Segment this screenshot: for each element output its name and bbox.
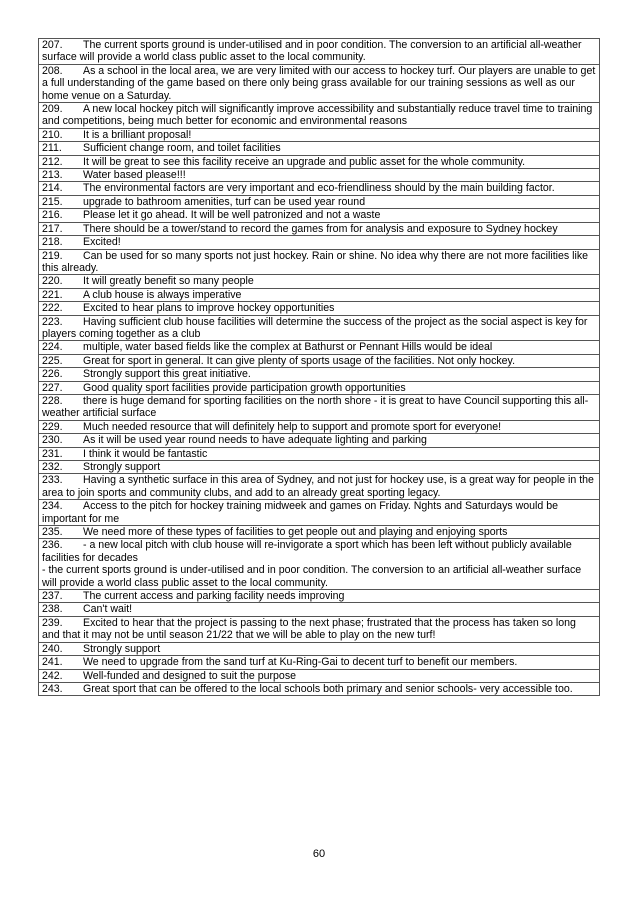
comment-number: 232. <box>42 461 63 473</box>
comment-text: A new local hockey pitch will significantly improve accessibility and substantially reduce travel time to training and competitions, being much better for economic and environmental reasons <box>42 103 593 128</box>
comment-number: 225. <box>42 354 63 367</box>
comment-text: Well-funded and designed to suit the purpose <box>83 669 297 682</box>
comment-number: 223. <box>42 315 63 328</box>
comment-text: Please let it go ahead. It will be well patronized and not a waste <box>83 209 381 222</box>
comment-cell <box>39 590 600 603</box>
comment-number: 228. <box>42 394 63 407</box>
comment-cell <box>39 500 600 526</box>
comment-text: As a school in the local area, we are very limited with our access to hockey turf. Our players are unable to get a full understanding of the game based on there only being grass available for our training sessions as well as our home venue on a Saturday. <box>42 64 596 102</box>
comment-cell <box>39 103 600 129</box>
comment-row <box>39 682 600 695</box>
comment-text: As it will be used year round needs to have adequate lighting and parking <box>83 434 427 447</box>
comment-row <box>39 315 600 341</box>
comment-row <box>39 368 600 381</box>
comment-number: 226. <box>42 368 63 381</box>
comment-text: A club house is always imperative <box>83 288 242 301</box>
comment-number: 210. <box>42 128 63 141</box>
comment-cell <box>39 249 600 275</box>
comment-cell <box>39 341 600 354</box>
comment-text: Can be used for so many sports not just hockey. Rain or shine. No idea why there are not more facilities like this already. <box>42 249 589 274</box>
comment-cell <box>39 526 600 539</box>
comment-row <box>39 656 600 669</box>
comment-number: 243. <box>42 682 63 695</box>
comment-number: 211. <box>42 142 62 155</box>
comment-text: Great sport that can be offered to the local schools both primary and senior schools- very accessible too. <box>83 682 573 695</box>
comment-number: 231. <box>42 447 63 460</box>
comment-text: multiple, water based fields like the complex at Bathurst or Pennant Hills would be ideal <box>83 341 493 354</box>
comment-row <box>39 195 600 208</box>
comment-cell <box>39 461 600 474</box>
comment-cell <box>39 434 600 447</box>
comment-text: Good quality sport facilities provide participation growth opportunities <box>83 381 406 394</box>
comment-cell <box>39 603 600 616</box>
comment-number: 239. <box>42 616 63 629</box>
comment-row <box>39 603 600 616</box>
comment-number: 224. <box>42 341 63 354</box>
comment-cell <box>39 616 600 642</box>
comment-text: The current sports ground is under-utilised and in poor condition. The conversion to an artificial all-weather surface will provide a world class public asset to the local community. <box>42 39 582 64</box>
comment-number: 212. <box>42 155 63 168</box>
comment-cell <box>39 420 600 433</box>
comment-text: Excited to hear that the project is passing to the next phase; frustrated that the process has taken so long and that it may not be until season 21/22 that we will be able to play on the new turf! <box>42 616 576 642</box>
comment-number: 214. <box>42 182 63 195</box>
comment-row <box>39 222 600 235</box>
comment-row <box>39 288 600 301</box>
comment-cell <box>39 381 600 394</box>
comment-text: It will greatly benefit so many people <box>83 275 254 288</box>
comment-text: We need more of these types of facilities to get people out and playing and enjoying sports <box>83 526 508 539</box>
comments-table <box>38 38 600 696</box>
comment-text: Sufficient change room, and toilet facilities <box>83 142 281 155</box>
comments-table-body <box>39 39 600 696</box>
comment-cell <box>39 209 600 222</box>
comment-number: 230. <box>42 434 63 447</box>
comment-row <box>39 128 600 141</box>
comment-row <box>39 474 600 500</box>
comment-row <box>39 590 600 603</box>
comment-text: I think it would be fantastic <box>83 447 208 460</box>
comment-row <box>39 275 600 288</box>
comment-row <box>39 39 600 65</box>
comment-row <box>39 394 600 420</box>
comment-text: - a new local pitch with club house will re-invigorate a sport which has been left without publicly available facilities for decades - the current sports ground is under-utilised and in poor condition. The conversion to an artificial all-weather surface will provide a world class public asset to the local community. <box>42 539 582 589</box>
comment-cell <box>39 142 600 155</box>
comment-number: 219. <box>42 249 63 262</box>
comment-number: 213. <box>42 169 63 182</box>
comment-text: Strongly support <box>83 461 161 473</box>
comment-text: Access to the pitch for hockey training midweek and games on Friday. Nghts and Saturdays would be important for me <box>42 500 559 525</box>
comment-number: 216. <box>42 209 63 222</box>
comment-text: Water based please!!! <box>83 169 186 182</box>
comment-cell <box>39 394 600 420</box>
comment-text: It is a brilliant proposal! <box>83 128 192 141</box>
comment-row <box>39 142 600 155</box>
comment-cell <box>39 222 600 235</box>
comment-row <box>39 341 600 354</box>
comment-row <box>39 434 600 447</box>
comment-number: 235. <box>42 526 63 539</box>
comment-text: It will be great to see this facility receive an upgrade and public asset for the whole community. <box>83 155 526 168</box>
comment-cell <box>39 195 600 208</box>
comment-text: The current access and parking facility needs improving <box>83 590 345 603</box>
comment-cell <box>39 656 600 669</box>
comment-cell <box>39 39 600 65</box>
comment-row <box>39 169 600 182</box>
comment-row <box>39 616 600 642</box>
comment-number: 215. <box>42 195 63 208</box>
comment-row <box>39 420 600 433</box>
comment-row <box>39 539 600 590</box>
comment-cell <box>39 169 600 182</box>
comment-row <box>39 354 600 367</box>
comment-number: 237. <box>42 590 63 603</box>
comment-row <box>39 461 600 474</box>
comment-number: 218. <box>42 236 63 249</box>
comment-row <box>39 302 600 315</box>
comment-row <box>39 155 600 168</box>
comment-number: 238. <box>42 603 63 616</box>
comment-cell <box>39 474 600 500</box>
comment-cell <box>39 275 600 288</box>
comment-number: 221. <box>42 288 63 301</box>
comment-cell <box>39 539 600 590</box>
comment-cell <box>39 236 600 249</box>
comment-row <box>39 249 600 275</box>
comment-row <box>39 669 600 682</box>
comment-text: There should be a tower/stand to record the games from for analysis and exposure to Sydney hockey <box>83 222 558 235</box>
comment-cell <box>39 315 600 341</box>
comment-text: The environmental factors are very important and eco-friendliness should by the main building factor. <box>83 182 555 195</box>
comment-row <box>39 642 600 655</box>
comment-number: 233. <box>42 474 63 487</box>
comment-cell <box>39 669 600 682</box>
comment-number: 207. <box>42 39 63 51</box>
comment-number: 236. <box>42 539 63 552</box>
comment-row <box>39 447 600 460</box>
comment-number: 242. <box>42 669 63 682</box>
comment-cell <box>39 302 600 315</box>
comment-number: 208. <box>42 64 63 77</box>
comment-number: 241. <box>42 656 63 669</box>
comment-text: Having sufficient club house facilities will determine the success of the project as the social aspect is key for players coming together as a club <box>42 315 588 340</box>
comment-number: 227. <box>42 381 63 394</box>
comment-number: 220. <box>42 275 63 288</box>
comment-number: 209. <box>42 103 63 116</box>
comment-row <box>39 209 600 222</box>
comment-cell <box>39 128 600 141</box>
comment-cell <box>39 64 600 102</box>
comment-text: We need to upgrade from the sand turf at Ku-Ring-Gai to decent turf to benefit our members. <box>83 656 518 669</box>
page-number: 60 <box>312 848 326 860</box>
comment-number: 229. <box>42 420 63 433</box>
comment-row <box>39 500 600 526</box>
comment-text: Much needed resource that will definitely help to support and promote sport for everyone! <box>83 420 502 433</box>
comment-text: Having a synthetic surface in this area of Sydney, and not just for hockey use, is a great way for people in the area to join sports and community clubs, and add to an already great sporting legacy. <box>42 474 594 499</box>
comment-text: Can't wait! <box>83 603 133 616</box>
comment-number: 217. <box>42 222 63 235</box>
comment-cell <box>39 368 600 381</box>
comment-text: Excited to hear plans to improve hockey opportunities <box>83 302 335 315</box>
comment-text: there is huge demand for sporting facilities on the north shore - it is great to have Council supporting this all-weather artificial surface <box>42 394 589 420</box>
comment-row <box>39 103 600 129</box>
comment-row <box>39 236 600 249</box>
comment-number: 234. <box>42 500 63 513</box>
comment-row <box>39 182 600 195</box>
comment-cell <box>39 155 600 168</box>
comment-text: Strongly support this great initiative. <box>83 368 251 381</box>
comment-text: upgrade to bathroom amenities, turf can be used year round <box>83 195 366 208</box>
comment-cell <box>39 447 600 460</box>
comment-number: 222. <box>42 302 63 315</box>
comment-row <box>39 64 600 102</box>
comment-row <box>39 381 600 394</box>
comment-text: Strongly support <box>83 642 161 655</box>
comment-cell <box>39 642 600 655</box>
comment-cell <box>39 182 600 195</box>
comment-cell <box>39 682 600 695</box>
comment-row <box>39 526 600 539</box>
comment-text: Great for sport in general. It can give plenty of sports usage of the facilities. Not only hockey. <box>83 354 516 367</box>
comment-cell <box>39 288 600 301</box>
comment-text: Excited! <box>83 236 121 249</box>
comment-number: 240. <box>42 642 63 655</box>
comment-cell <box>39 354 600 367</box>
